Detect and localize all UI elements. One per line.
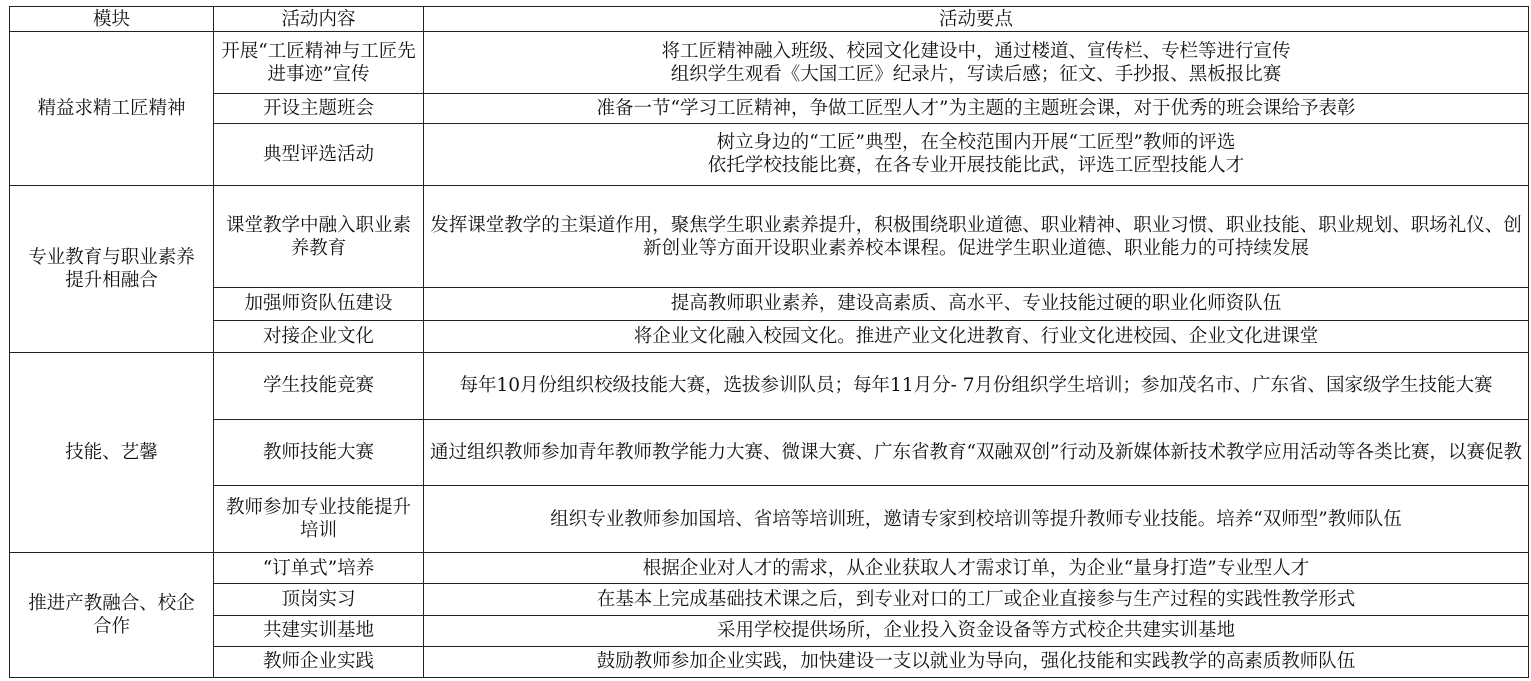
activity-point: 鼓励教师参加企业实践，加快建设一支以就业为导向，强化技能和实践教学的高素质教师队伍 xyxy=(596,651,1356,673)
module-cell: 精益求精工匠精神 xyxy=(10,32,214,186)
activity-points xyxy=(424,94,1529,123)
activity-content: 加强师资队伍建设 xyxy=(214,288,424,320)
activity-points xyxy=(424,185,1529,287)
table-row xyxy=(10,553,1529,584)
table-row xyxy=(10,320,1529,352)
activity-points xyxy=(424,288,1529,320)
module-cell: 专业教育与职业素养提升相融合 xyxy=(10,185,214,352)
activity-points xyxy=(424,646,1529,677)
table-row xyxy=(10,352,1529,419)
header-row xyxy=(10,7,1529,32)
activity-point: 提高教师职业素养，建设高素质、高水平、专业技能过硬的职业化师资队伍 xyxy=(670,293,1282,315)
activity-points xyxy=(424,615,1529,646)
activity-point: 发挥课堂教学的主渠道作用，聚焦学生职业素养提升，积极围绕职业道德、职业精神、职业习惯、职业技能、职业规划、职场礼仪、创新创业等方面开设职业素养校本课程。促进学生职业道德、职业能力的可持续发展 xyxy=(430,214,1522,259)
module-cell: 推进产教融合、校企合作 xyxy=(10,553,214,678)
activity-table xyxy=(9,6,1529,678)
activity-content: 顶岗实习 xyxy=(214,584,424,615)
activity-point: 依托学校技能比赛，在各专业开展技能比武，评选工匠型技能人才 xyxy=(707,155,1245,177)
activity-points xyxy=(424,419,1529,486)
header-points: 活动要点 xyxy=(424,7,1529,32)
activity-points xyxy=(424,320,1529,352)
activity-points xyxy=(424,553,1529,584)
activity-point: 组织学生观看《大国工匠》纪录片，写读后感；征文、手抄报、黑板报比赛 xyxy=(670,63,1282,85)
activity-content: 教师技能大赛 xyxy=(214,419,424,486)
activity-points xyxy=(424,123,1529,185)
table-row xyxy=(10,32,1529,94)
activity-point: 将企业文化融入校园文化。推进产业文化进教育、行业文化进校园、企业文化进课堂 xyxy=(633,325,1319,347)
activity-content: 学生技能竞赛 xyxy=(214,352,424,419)
activity-content: 共建实训基地 xyxy=(214,615,424,646)
activity-point: 准备一节“学习工匠精神，争做工匠型人才”为主题的主题班会课，对于优秀的班会课给予表彰 xyxy=(596,97,1356,119)
activity-points xyxy=(424,32,1529,94)
activity-point: 通过组织教师参加青年教师教学能力大赛、微课大赛、广东省教育“双融双创”行动及新媒体新技术教学应用活动等各类比赛，以赛促教 xyxy=(430,441,1522,463)
table-row xyxy=(10,185,1529,287)
table-row xyxy=(10,419,1529,486)
activity-content: 典型评选活动 xyxy=(214,123,424,185)
activity-point: 树立身边的“工匠”典型，在全校范围内开展“工匠型”教师的评选 xyxy=(716,132,1236,154)
activity-points xyxy=(424,352,1529,419)
table-row xyxy=(10,646,1529,677)
activity-point: 根据企业对人才的需求，从企业获取人才需求订单，为企业“量身打造”专业型人才 xyxy=(642,557,1310,579)
activity-content: 开展“工匠精神与工匠先进事迹”宣传 xyxy=(214,32,424,94)
activity-point: 将工匠精神融入班级、校园文化建设中，通过楼道、宣传栏、专栏等进行宣传 xyxy=(661,40,1291,62)
module-cell: 技能、艺馨 xyxy=(10,352,214,552)
activity-points xyxy=(424,584,1529,615)
activity-points xyxy=(424,486,1529,553)
activity-content: 开设主题班会 xyxy=(214,94,424,123)
activity-content: 教师企业实践 xyxy=(214,646,424,677)
activity-content: 教师参加专业技能提升培训 xyxy=(214,486,424,553)
activity-content: 对接企业文化 xyxy=(214,320,424,352)
activity-point: 每年10月份组织校级技能大赛，选拔参训队员；每年11月分- 7月份组织学生培训；参加茂名市、广东省、国家级学生技能大赛 xyxy=(459,375,1493,397)
activity-point: 采用学校提供场所，企业投入资金设备等方式校企共建实训基地 xyxy=(716,620,1235,642)
table-row xyxy=(10,288,1529,320)
activity-point: 在基本上完成基础技术课之后，到专业对口的工厂或企业直接参与生产过程的实践性教学形式 xyxy=(596,588,1356,610)
activity-point: 组织专业教师参加国培、省培等培训班，邀请专家到校培训等提升教师专业技能。培养“双师型”教师队伍 xyxy=(550,508,1402,530)
table-row xyxy=(10,94,1529,123)
activity-content: 课堂教学中融入职业素养教育 xyxy=(214,185,424,287)
table-row xyxy=(10,123,1529,185)
header-module: 模块 xyxy=(10,7,214,32)
header-content: 活动内容 xyxy=(214,7,424,32)
activity-content: “订单式”培养 xyxy=(214,553,424,584)
table-row xyxy=(10,584,1529,615)
table-row xyxy=(10,486,1529,553)
table-row xyxy=(10,615,1529,646)
